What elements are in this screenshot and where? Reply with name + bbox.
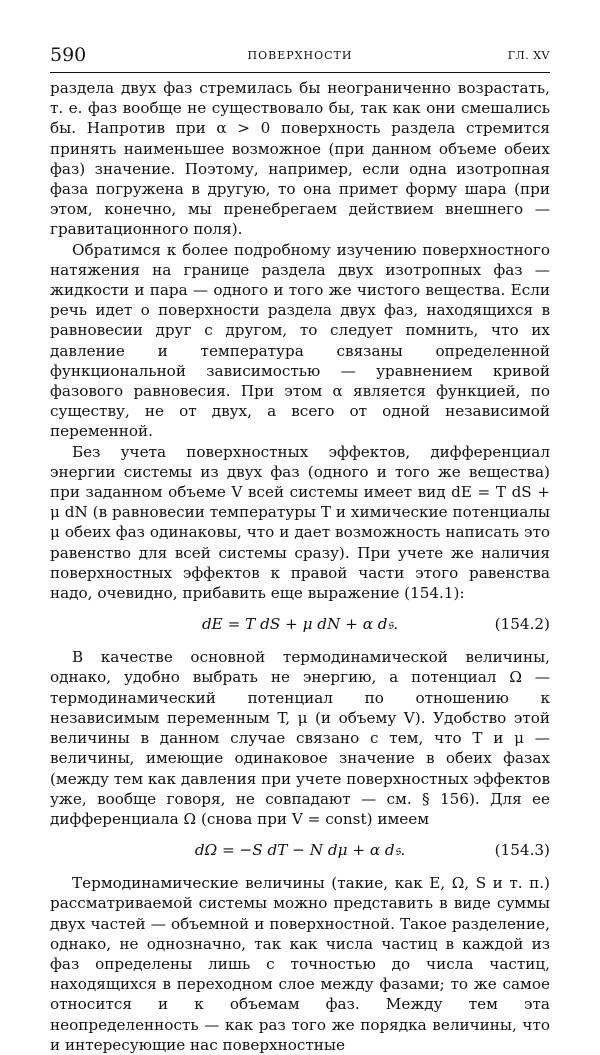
equation-154-3 <box>50 829 550 873</box>
equation-number: (154.3) <box>494 841 550 860</box>
running-header <box>50 44 550 70</box>
running-title: ПОВЕРХНОСТИ <box>247 49 353 62</box>
equation-number: (154.2) <box>494 615 550 634</box>
equation-formula: dΩ = −S dT − N dμ + α d𝔰. <box>194 841 406 860</box>
paragraph: Обратимся к более подробному изучению поверхностного натяжения на границе раздела двух изотропных фаз — жидкости и пара — одного и того же чистого вещества. Если речь идет о поверхности раздела двух фаз, находящихся в равновесии друг с другом, то следует помнить, что их давление и температура связаны определенной функциональной зависимостью — уравнением кривой фазового равновесия. При этом α является функцией, по существу, не от двух, а всего от одной независимой переменной. <box>50 240 550 441</box>
header-rule <box>50 72 550 73</box>
page-number: 590 <box>50 44 87 66</box>
paragraph: Без учета поверхностных эффектов, дифференциал энергии системы из двух фаз (одного и того же вещества) при заданном объеме V всей системы имеет вид dE = T dS + μ dN (в равновесии температуры T и химические потенциалы μ обеих фаз одинаковы, что и дает возможность написать это равенство для всей системы сразу). При учете же наличия поверхностных эффектов к правой части этого равенства надо, очевидно, прибавить еще выражение (154.1): <box>50 442 550 603</box>
paragraph: Термодинамические величины (такие, как E, Ω, S и т. п.) рассматриваемой системы можно представить в виде суммы двух частей — объемной и поверхностной. Такое разделение, однако, не однозначно, так как числа частиц в каждой из фаз определены лишь с точностью до числа частиц, находящихся в переходном слое между фазами; то же самое относится и к объемам фаз. Между тем эта неопределенность — как раз того же порядка величины, что и интересующие нас поверхностные <box>50 874 550 1054</box>
chapter-label: ГЛ. XV <box>507 49 550 62</box>
equation-154-2 <box>50 603 550 647</box>
body-text <box>50 78 550 1055</box>
equation-formula: dE = T dS + μ dN + α d𝔰. <box>201 615 399 634</box>
paragraph: В качестве основной термодинамической величины, однако, удобно выбрать не энергию, а потенциал Ω — термодинамический потенциал по отношению к независимым переменным T, μ (и объему V). Удобство этой величины в данном случае связано с тем, что T и μ — величины, имеющие одинаковое значение в обеих фазах (между тем как давления при учете поверхностных эффектов уже, вообще говоря, не совпадают — см. § 156). Для ее дифференциала Ω (снова при V = const) имеем <box>50 648 550 828</box>
paragraph: раздела двух фаз стремилась бы неограниченно возрастать, т. е. фаз вообще не существовало бы, так как они смешались бы. Напротив при α > 0 поверхность раздела стремится принять наименьшее возможное (при данном объеме обеих фаз) значение. Поэтому, например, если одна изотропная фаза погружена в другую, то она примет форму шара (при этом, конечно, мы пренебрегаем действием внешнего — гравитационного поля). <box>50 79 550 239</box>
